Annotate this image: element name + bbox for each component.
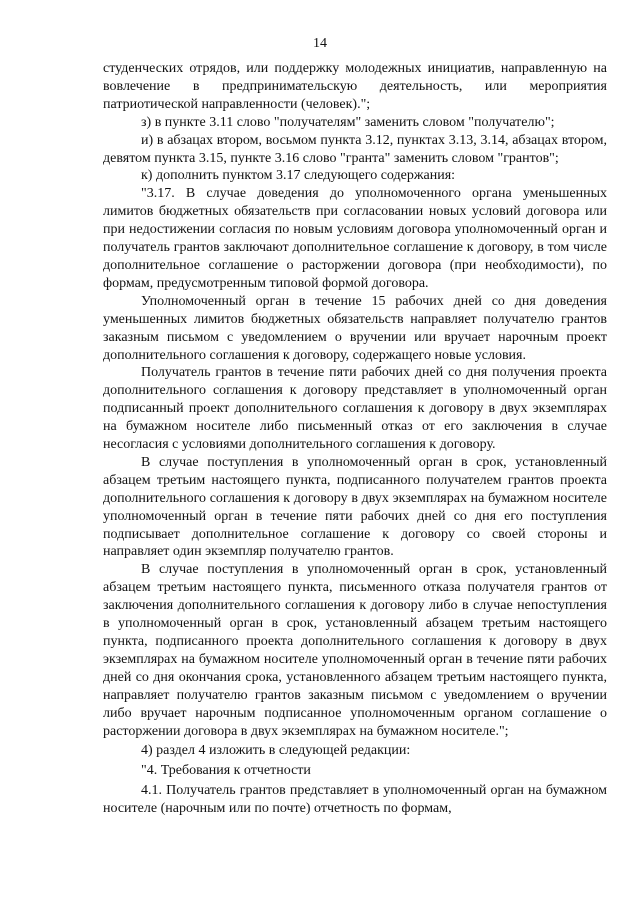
paragraph-clause-3-17: "3.17. В случае доведения до уполномоченного органа уменьшенных лимитов бюджетных обязательств при согласовании новых условий договора или при недостижении согласия по новым условиям договора уполномоченный орган и получатель грантов заключают дополнительное соглашение к договору, в том числе дополнительное соглашение о расторжении договора (при необходимости), по формам, предусмотренным типовой формой договора. (103, 186, 607, 291)
paragraph-receipt-refusal: В случае поступления в уполномоченный орган в срок, установленный абзацем третьим настоящего пункта, письменного отказа получателя грантов от заключения дополнительного соглашения к договору либо в случае непоступления в уполномоченный орган в срок, установленный абзацем третьим настоящего пункта, подписанного проекта дополнительного соглашения к договору в двух экземплярах на бумажном носителе уполномоченный орган в течение пяти рабочих дней со дня окончания срока, установленного абзацем третьим настоящего пункта, направляет получателю грантов заказным письмом с уведомлением о вручении либо вручает нарочным подписанное уполномоченным органом соглашение о расторжении договора в двух экземплярах на бумажном носителе."; (103, 562, 607, 739)
paragraph-item-z: з) в пункте 3.11 слово "получателям" заменить словом "получателю"; (141, 114, 555, 130)
paragraph-clause-4-1: 4.1. Получатель грантов представляет в уполномоченный орган на бумажном носителе (нарочным или по почте) отчетность по формам, (103, 783, 607, 817)
paragraph-authorized-body: Уполномоченный орган в течение 15 рабочих дней со дня доведения уменьшенных лимитов бюджетных обязательств направляет получателю грантов заказным письмом с уведомлением о вручении или вручает нарочным проект дополнительного соглашения к договору, содержащего новые условия. (103, 293, 607, 363)
paragraph-item-i: и) в абзацах втором, восьмом пункта 3.12, пунктах 3.13, 3.14, абзацах втором, девятом пункта 3.15, пункте 3.16 слово "гранта" заменить словом "грантов"; (103, 132, 607, 166)
paragraph-grant-recipient: Получатель грантов в течение пяти рабочих дней со дня получения проекта дополнительного соглашения к договору представляет в уполномоченный орган подписанный проект дополнительного соглашения к договору в двух экземплярах на бумажном носителе либо письменный отказ от его заключения в случае несогласия с условиями дополнительного соглашения к договору. (103, 365, 607, 453)
paragraph-section-4: 4) раздел 4 изложить в следующей редакции: (141, 743, 411, 759)
page-number: 14 (313, 36, 327, 51)
paragraph-item-k: к) дополнить пунктом 3.17 следующего содержания: (141, 168, 456, 184)
paragraph-continuation: студенческих отрядов, или поддержку молодежных инициатив, направленную на вовлечение в предпринимательскую деятельность, или мероприятия патриотической направленности (человек)."; (103, 61, 607, 112)
document-body (103, 60, 607, 818)
section-heading-reporting: "4. Требования к отчетности (141, 763, 311, 779)
paragraph-receipt-signed: В случае поступления в уполномоченный орган в срок, установленный абзацем третьим настоящего пункта, подписанного получателем грантов проекта дополнительного соглашения к договору в двух экземплярах на бумажном носителе уполномоченный орган в течение пяти рабочих дней со дня его поступления подписывает дополнительное соглашение к договору со своей стороны и направляет один экземпляр получателю грантов. (103, 454, 607, 560)
